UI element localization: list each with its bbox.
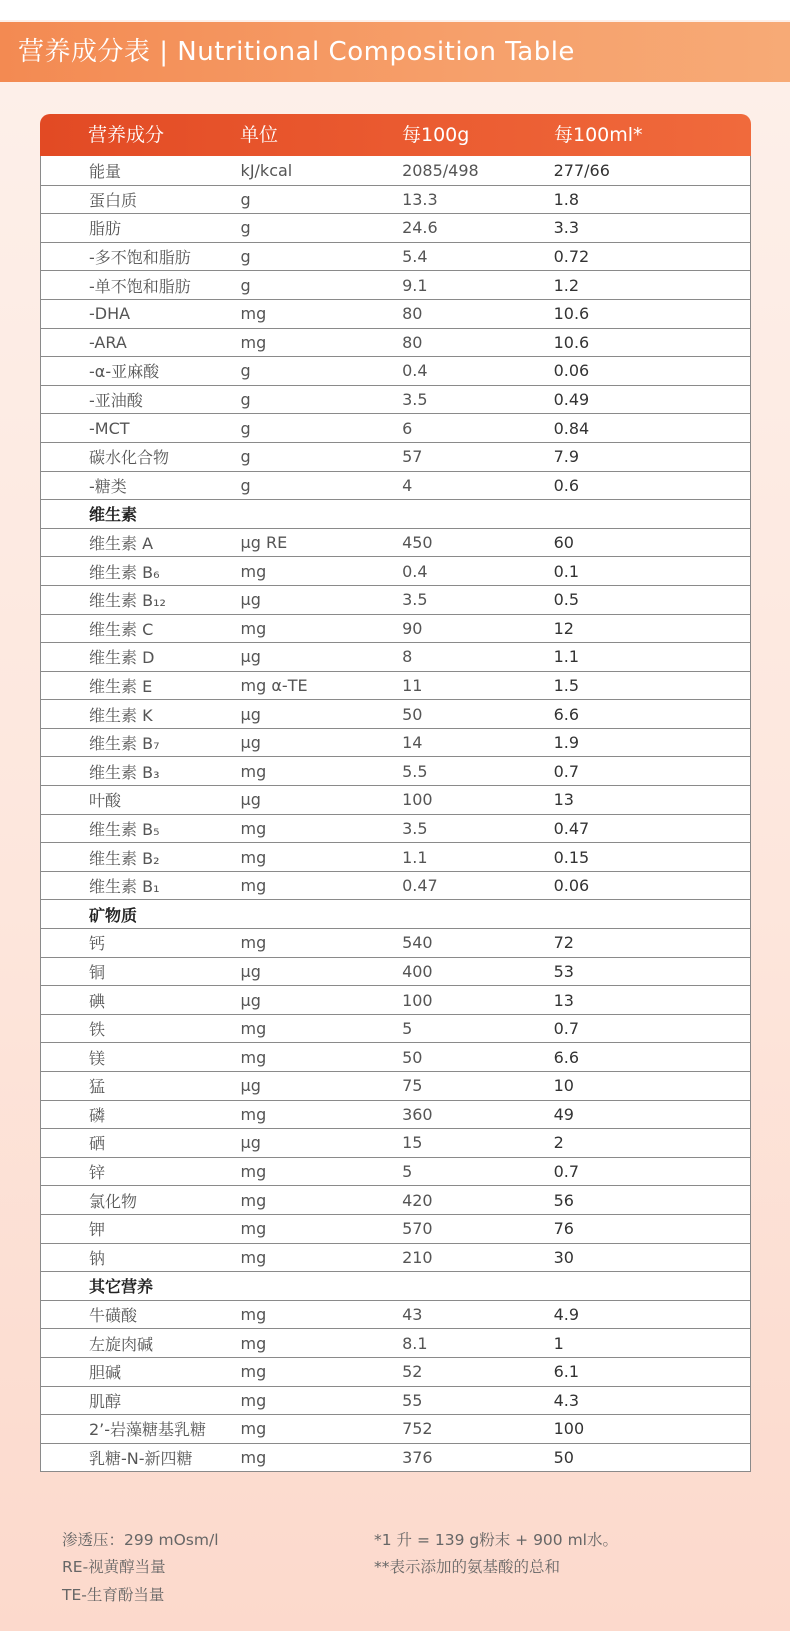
unit-cell: μg: [240, 961, 261, 981]
per-100g-cell: 24.6: [402, 218, 438, 238]
unit-cell: mg: [240, 1190, 267, 1210]
unit-cell: kJ/kcal: [240, 160, 293, 180]
unit-cell: g: [240, 447, 251, 467]
nutrient-name: 乳糖-N-新四糖: [89, 1449, 193, 1469]
per-100g-cell: 5: [402, 1019, 413, 1039]
per-100ml-cell: 0.7: [553, 761, 580, 781]
table-row: [41, 328, 750, 357]
table-row: [41, 356, 750, 385]
nutrient-name: 肌醇: [89, 1391, 122, 1411]
table-row: [41, 299, 750, 328]
per-100ml-cell: 0.49: [553, 390, 590, 410]
per-100g-cell: 400: [402, 961, 433, 981]
per-100ml-cell: 1.5: [553, 675, 580, 695]
per-100g-cell: 376: [402, 1448, 433, 1468]
per-100g-cell: 52: [402, 1362, 423, 1382]
unit-cell: mg: [240, 1162, 267, 1182]
table-body: [40, 156, 751, 1472]
per-100ml-cell: 6.6: [553, 704, 580, 724]
table-row: [41, 1185, 750, 1214]
column-header-per-100g: 每100g: [402, 124, 470, 146]
unit-cell: mg: [240, 876, 267, 896]
table-row: [41, 785, 750, 814]
nutrient-name: 2’-岩藻糖基乳糖: [89, 1420, 207, 1440]
table-row: [41, 957, 750, 986]
nutrient-name: 维生素 E: [89, 676, 153, 696]
column-header-nutrient: 营养成分: [88, 124, 165, 146]
nutrient-name: 碳水化合物: [89, 448, 170, 468]
nutrient-name: 维生素 K: [89, 705, 153, 725]
nutrient-name: 维生素 D: [89, 648, 155, 668]
per-100ml-cell: 0.15: [553, 847, 590, 867]
nutrient-name: 钠: [89, 1248, 106, 1268]
per-100ml-cell: 60: [553, 533, 574, 553]
table-row: [41, 671, 750, 700]
per-100g-cell: 90: [402, 618, 423, 638]
nutrient-name: 钾: [89, 1220, 106, 1240]
table-row: [41, 156, 750, 185]
per-100ml-cell: 6.1: [553, 1362, 580, 1382]
nutrient-name: 硒: [89, 1134, 106, 1154]
per-100ml-cell: 6.6: [553, 1047, 580, 1067]
table-row: [41, 585, 750, 614]
per-100g-cell: 8: [402, 647, 413, 667]
table-row: [41, 1100, 750, 1129]
per-100ml-cell: 0.06: [553, 361, 590, 381]
per-100g-cell: 0.4: [402, 561, 428, 581]
nutrient-name: -ARA: [89, 332, 127, 352]
nutrient-name: 碘: [89, 991, 106, 1011]
per-100g-cell: 57: [402, 447, 423, 467]
unit-cell: mg: [240, 1333, 267, 1353]
table-row: [41, 1414, 750, 1443]
table-row: [41, 1014, 750, 1043]
per-100ml-cell: 72: [553, 933, 574, 953]
nutrient-name: 钙: [89, 934, 106, 954]
table-row: [41, 1214, 750, 1243]
per-100ml-cell: 2: [553, 1133, 564, 1153]
per-100ml-cell: 50: [553, 1448, 574, 1468]
table-row: [41, 842, 750, 871]
per-100ml-cell: 100: [553, 1419, 585, 1439]
per-100g-cell: 11: [402, 675, 423, 695]
nutrient-name: 维生素 B₇: [89, 734, 160, 754]
unit-cell: mg: [240, 1047, 267, 1067]
per-100ml-cell: 0.72: [553, 247, 590, 267]
section-row: [41, 1271, 750, 1300]
per-100ml-cell: 0.7: [553, 1162, 580, 1182]
per-100g-cell: 5.4: [402, 247, 428, 267]
per-100ml-cell: 1: [553, 1333, 564, 1353]
unit-cell: mg: [240, 304, 267, 324]
per-100ml-cell: 30: [553, 1247, 574, 1267]
unit-cell: mg: [240, 847, 267, 867]
nutrient-name: -亚油酸: [89, 391, 143, 411]
per-100g-cell: 100: [402, 790, 433, 810]
per-100g-cell: 3.5: [402, 390, 428, 410]
per-100g-cell: 80: [402, 332, 423, 352]
per-100g-cell: 5: [402, 1162, 413, 1182]
per-100ml-cell: 0.84: [553, 418, 590, 438]
unit-cell: g: [240, 361, 251, 381]
unit-cell: g: [240, 189, 251, 209]
per-100g-cell: 540: [402, 933, 433, 953]
per-100ml-cell: 7.9: [553, 447, 580, 467]
per-100g-cell: 43: [402, 1305, 423, 1325]
per-100g-cell: 2085/498: [402, 160, 479, 180]
per-100ml-cell: 1.2: [553, 275, 580, 295]
unit-cell: mg: [240, 761, 267, 781]
unit-cell: mg: [240, 1390, 267, 1410]
per-100g-cell: 0.47: [402, 876, 438, 896]
nutrition-table: [40, 114, 751, 1472]
per-100ml-cell: 4.9: [553, 1305, 580, 1325]
per-100g-cell: 4: [402, 475, 413, 495]
unit-cell: μg: [240, 1133, 261, 1153]
unit-cell: mg: [240, 1247, 267, 1267]
unit-cell: g: [240, 390, 251, 410]
per-100g-cell: 5.5: [402, 761, 428, 781]
column-header-unit: 单位: [240, 124, 279, 146]
section-row: [41, 499, 750, 528]
per-100ml-cell: 3.3: [553, 218, 580, 238]
per-100ml-cell: 1.1: [553, 647, 580, 667]
nutrient-name: 磷: [89, 1105, 106, 1125]
per-100ml-cell: 0.6: [553, 475, 580, 495]
nutrient-name: 锌: [89, 1163, 106, 1183]
per-100ml-cell: 10.6: [553, 304, 590, 324]
per-100g-cell: 100: [402, 990, 433, 1010]
table-row: [41, 242, 750, 271]
per-100ml-cell: 10.6: [553, 332, 590, 352]
per-100g-cell: 450: [402, 533, 433, 553]
per-100g-cell: 3.5: [402, 818, 428, 838]
unit-cell: μg: [240, 790, 261, 810]
table-row: [41, 1443, 750, 1472]
table-row: [41, 871, 750, 900]
column-header-per-100ml: 每100ml*: [554, 124, 643, 146]
nutrient-name: 维生素 C: [89, 619, 154, 639]
per-100g-cell: 210: [402, 1247, 433, 1267]
table-row: [41, 270, 750, 299]
table-row: [41, 1157, 750, 1186]
table-row: [41, 471, 750, 500]
per-100g-cell: 6: [402, 418, 413, 438]
per-100ml-cell: 12: [553, 618, 574, 638]
per-100g-cell: 0.4: [402, 361, 428, 381]
per-100g-cell: 8.1: [402, 1333, 428, 1353]
per-100g-cell: 75: [402, 1076, 423, 1096]
table-row: [41, 213, 750, 242]
footnote-amino-acids: **表示添加的氨基酸的总和: [374, 1558, 561, 1576]
nutrient-name: 铜: [89, 962, 106, 982]
nutrient-name: 氯化物: [89, 1191, 138, 1211]
nutrient-name: 铁: [89, 1020, 106, 1040]
unit-cell: μg: [240, 704, 261, 724]
nutrient-name: -MCT: [89, 418, 130, 438]
per-100g-cell: 14: [402, 733, 423, 753]
nutrient-name: -多不饱和脂肪: [89, 248, 191, 268]
table-row: [41, 1328, 750, 1357]
table-row: [41, 642, 750, 671]
table-row: [41, 1300, 750, 1329]
per-100ml-cell: 13: [553, 790, 574, 810]
per-100ml-cell: 49: [553, 1104, 574, 1124]
nutrient-name: 叶酸: [89, 791, 122, 811]
unit-cell: mg α-TE: [240, 675, 308, 695]
table-row: [41, 614, 750, 643]
per-100g-cell: 360: [402, 1104, 433, 1124]
unit-cell: mg: [240, 1104, 267, 1124]
footnote-osmolality: 渗透压：299 mOsm/l: [62, 1531, 219, 1549]
unit-cell: mg: [240, 1448, 267, 1468]
unit-cell: μg: [240, 590, 261, 610]
section-label: 矿物质: [89, 905, 138, 925]
per-100ml-cell: 277/66: [553, 160, 610, 180]
table-row: [41, 385, 750, 414]
footnote-re: RE-视黄醇当量: [62, 1558, 166, 1576]
per-100ml-cell: 13: [553, 990, 574, 1010]
per-100ml-cell: 76: [553, 1219, 574, 1239]
per-100g-cell: 50: [402, 704, 423, 724]
table-row: [41, 1042, 750, 1071]
per-100ml-cell: 10: [553, 1076, 574, 1096]
table-row: [41, 528, 750, 557]
table-row: [41, 1128, 750, 1157]
table-row: [41, 556, 750, 585]
unit-cell: mg: [240, 618, 267, 638]
unit-cell: μg: [240, 990, 261, 1010]
table-row: [41, 185, 750, 214]
table-row: [41, 756, 750, 785]
table-row: [41, 728, 750, 757]
unit-cell: mg: [240, 818, 267, 838]
nutrient-name: 胆碱: [89, 1363, 122, 1383]
per-100g-cell: 9.1: [402, 275, 428, 295]
per-100ml-cell: 4.3: [553, 1390, 580, 1410]
per-100ml-cell: 0.47: [553, 818, 590, 838]
section-row: [41, 899, 750, 928]
unit-cell: mg: [240, 1419, 267, 1439]
nutrient-name: 维生素 B₅: [89, 819, 160, 839]
per-100ml-cell: 0.1: [553, 561, 580, 581]
table-row: [41, 814, 750, 843]
unit-cell: mg: [240, 1362, 267, 1382]
nutrient-name: 镁: [89, 1048, 106, 1068]
per-100g-cell: 55: [402, 1390, 423, 1410]
per-100ml-cell: 0.06: [553, 876, 590, 896]
per-100g-cell: 420: [402, 1190, 433, 1210]
unit-cell: g: [240, 247, 251, 267]
table-row: [41, 985, 750, 1014]
per-100ml-cell: 1.8: [553, 189, 580, 209]
nutrient-name: 维生素 B₃: [89, 762, 160, 782]
per-100g-cell: 50: [402, 1047, 423, 1067]
table-header: [40, 114, 751, 156]
unit-cell: g: [240, 418, 251, 438]
nutrient-name: 左旋肉碱: [89, 1334, 154, 1354]
unit-cell: μg RE: [240, 533, 288, 553]
page-title: 营养成分表 | Nutritional Composition Table: [0, 22, 790, 82]
table-row: [41, 1386, 750, 1415]
nutrient-name: 维生素 A: [89, 534, 154, 554]
unit-cell: mg: [240, 933, 267, 953]
nutrient-name: -DHA: [89, 304, 131, 324]
per-100g-cell: 570: [402, 1219, 433, 1239]
per-100ml-cell: 53: [553, 961, 574, 981]
section-label: 维生素: [89, 505, 138, 525]
per-100ml-cell: 0.5: [553, 590, 580, 610]
per-100g-cell: 15: [402, 1133, 423, 1153]
per-100g-cell: 13.3: [402, 189, 438, 209]
unit-cell: μg: [240, 647, 261, 667]
nutrient-name: 维生素 B₂: [89, 848, 160, 868]
unit-cell: mg: [240, 1219, 267, 1239]
footnote-te: TE-生育酚当量: [62, 1586, 165, 1604]
nutrient-name: 蛋白质: [89, 190, 138, 210]
per-100g-cell: 752: [402, 1419, 433, 1439]
unit-cell: μg: [240, 733, 261, 753]
unit-cell: g: [240, 218, 251, 238]
table-row: [41, 413, 750, 442]
table-row: [41, 442, 750, 471]
section-label: 其它营养: [89, 1277, 154, 1297]
nutrient-name: 猛: [89, 1077, 106, 1097]
per-100g-cell: 1.1: [402, 847, 428, 867]
unit-cell: mg: [240, 1019, 267, 1039]
unit-cell: mg: [240, 1305, 267, 1325]
nutrient-name: -糖类: [89, 476, 127, 496]
nutrient-name: 维生素 B₆: [89, 562, 160, 582]
nutrient-name: -单不饱和脂肪: [89, 276, 191, 296]
per-100ml-cell: 0.7: [553, 1019, 580, 1039]
nutrient-name: 牛磺酸: [89, 1306, 138, 1326]
per-100g-cell: 80: [402, 304, 423, 324]
footnote-dilution: *1 升 = 139 g粉末 + 900 ml水。: [374, 1531, 618, 1549]
per-100g-cell: 3.5: [402, 590, 428, 610]
table-row: [41, 1243, 750, 1272]
table-row: [41, 1071, 750, 1100]
nutrient-name: 脂肪: [89, 219, 122, 239]
table-row: [41, 1357, 750, 1386]
nutrient-name: 维生素 B₁₂: [89, 591, 166, 611]
nutrient-name: 能量: [89, 161, 122, 181]
unit-cell: g: [240, 275, 251, 295]
nutrient-name: 维生素 B₁: [89, 877, 160, 897]
table-row: [41, 699, 750, 728]
unit-cell: g: [240, 475, 251, 495]
unit-cell: μg: [240, 1076, 261, 1096]
nutrient-name: -α-亚麻酸: [89, 362, 160, 382]
per-100ml-cell: 56: [553, 1190, 574, 1210]
unit-cell: mg: [240, 332, 267, 352]
per-100ml-cell: 1.9: [553, 733, 580, 753]
table-row: [41, 928, 750, 957]
unit-cell: mg: [240, 561, 267, 581]
